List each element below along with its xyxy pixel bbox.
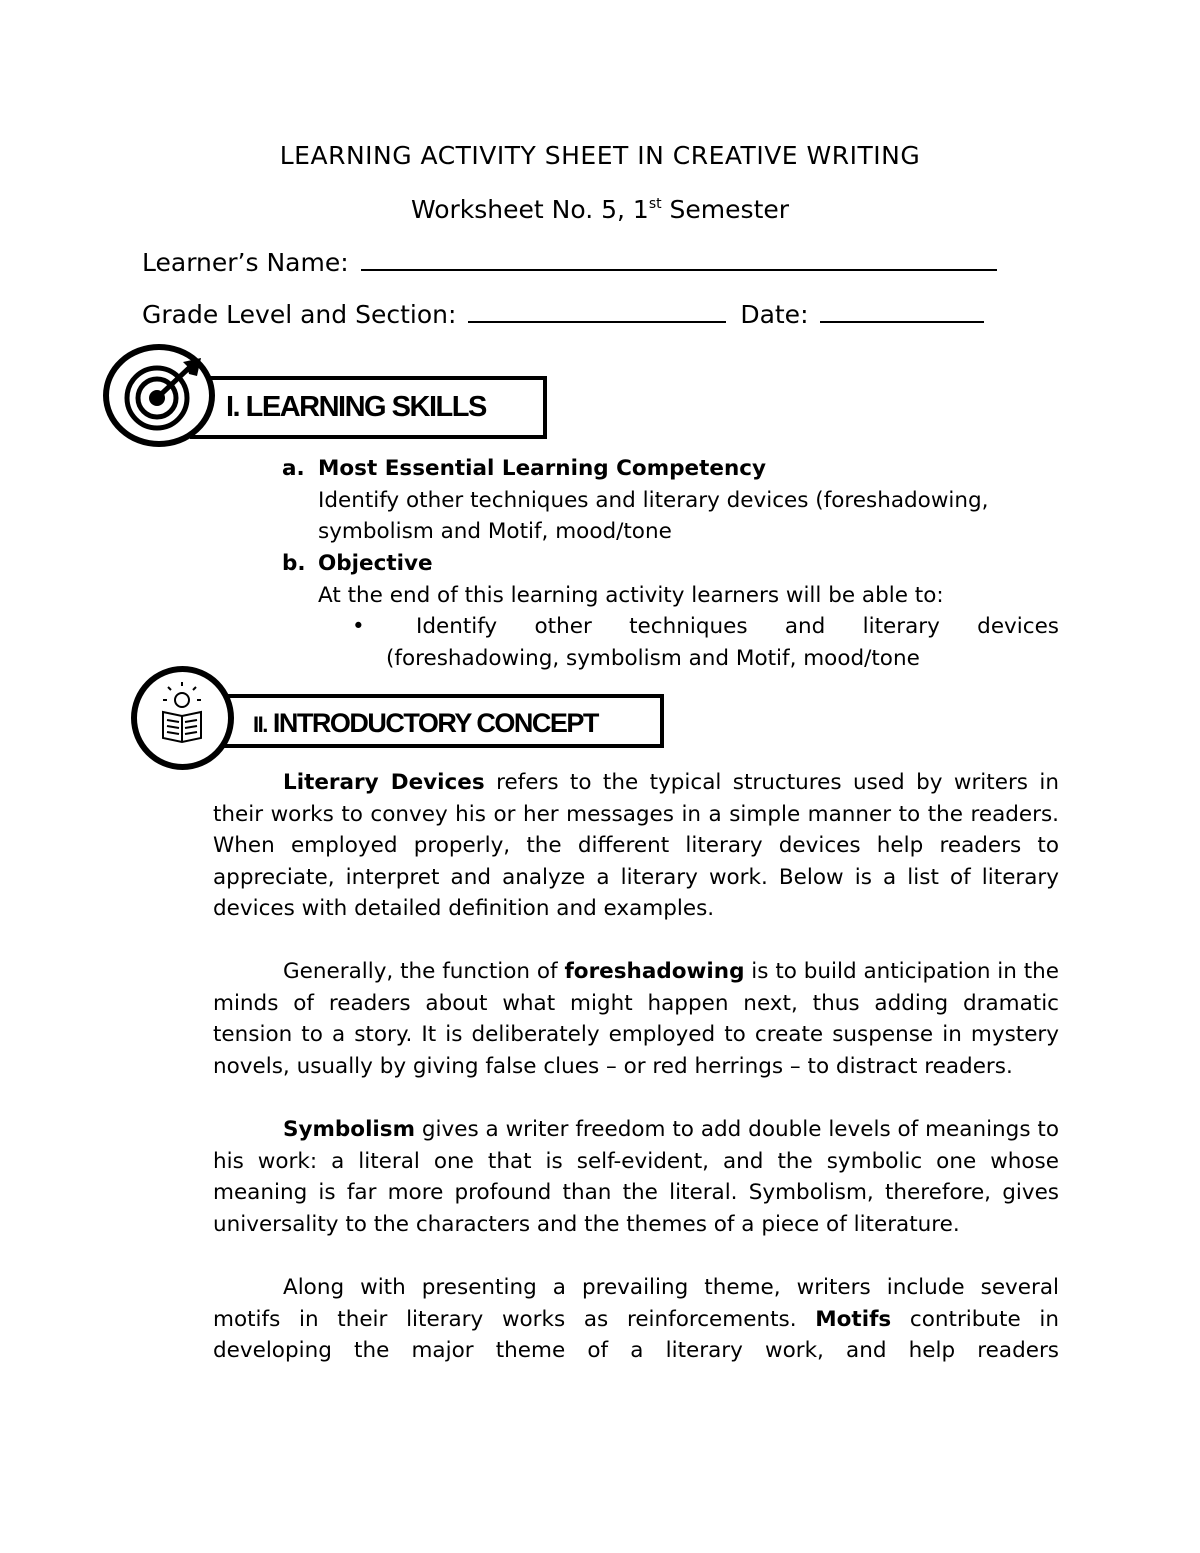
page-title: LEARNING ACTIVITY SHEET IN CREATIVE WRITING xyxy=(279,141,921,170)
learner-name-label: Learner’s Name: xyxy=(142,248,349,277)
bullet-line-1: Identify other techniques and literary devices xyxy=(416,614,1059,639)
paragraph-symbolism xyxy=(213,1114,1059,1240)
target-icon xyxy=(109,350,209,441)
subtitle-superscript: st xyxy=(648,196,662,212)
item-a-heading: Most Essential Learning Competency xyxy=(318,456,767,481)
subtitle-semester: Semester xyxy=(661,195,790,224)
item-a-marker: a. xyxy=(282,456,305,481)
paragraph-foreshadowing-intro: Generally, the function of xyxy=(283,959,565,984)
term-symbolism: Symbolism xyxy=(283,1117,416,1142)
book-lightbulb-icon xyxy=(137,672,228,764)
introductory-concept-icon-circle xyxy=(131,666,234,770)
item-b-marker: b. xyxy=(282,551,306,576)
term-foreshadowing: foreshadowing xyxy=(564,959,745,984)
subtitle-text: Worksheet No. 5, 1 xyxy=(410,195,649,224)
learner-name-row xyxy=(142,247,997,277)
bullet-marker: • xyxy=(352,614,365,639)
item-b-heading: Objective xyxy=(318,551,433,576)
item-b-line-1: At the end of this learning activity learners will be able to: xyxy=(318,583,944,608)
item-a-line-1: Identify other techniques and literary devices (foreshadowing, xyxy=(318,488,989,513)
paragraph-motifs-text: contribute in developing the major theme of a literary work, and help readers xyxy=(213,1306,1059,1363)
grade-section-label: Grade Level and Section: xyxy=(142,300,457,329)
date-label: Date: xyxy=(740,300,809,329)
paragraph-literary-devices-text: refers to the typical structures used by writers in their works to convey his or her messages in a simple manner to the readers. When employed properly, the different literary devices help readers to appreciate, interpret and analyze a literary work. Below is a list of literary devices with detailed definition and examples. xyxy=(213,770,1059,921)
learner-name-blank[interactable] xyxy=(361,247,997,271)
learning-skills-icon-circle xyxy=(103,344,215,447)
term-motifs: Motifs xyxy=(815,1306,892,1332)
paragraph-literary-devices xyxy=(213,767,1059,925)
introductory-concept-title xyxy=(253,708,598,739)
introductory-concept-number: II. xyxy=(253,712,267,737)
paragraph-symbolism-text: gives a writer freedom to add double levels of meanings to his work: a literal one that is self-evident, and the symbolic one whose meaning is far more profound than the literal. Symbolism, therefore, gives universality to the characters and the themes of a piece of literature. xyxy=(213,1117,1059,1237)
grade-section-row xyxy=(142,299,984,329)
term-literary-devices: Literary Devices xyxy=(283,770,485,795)
grade-section-blank[interactable] xyxy=(468,299,726,323)
paragraph-foreshadowing-text: is to build anticipation in the minds of readers about what might happen next, thus adding dramatic tension to a story. It is deliberately employed to create suspense in mystery novels, usually by giving false clues – or red herrings – to distract readers. xyxy=(213,959,1059,1079)
paragraph-motifs-intro: Along with presenting a prevailing theme, writers include several motifs in their literary works as reinforcements. xyxy=(213,1275,1059,1332)
date-blank[interactable] xyxy=(820,299,984,323)
item-a-line-2: symbolism and Motif, mood/tone xyxy=(318,519,672,544)
worksheet-subtitle xyxy=(0,195,1200,224)
paragraph-motifs xyxy=(213,1272,1059,1367)
paragraph-foreshadowing xyxy=(213,956,1059,1082)
bullet-line-2: (foreshadowing, symbolism and Motif, mood/tone xyxy=(386,646,920,671)
introductory-concept-heading: INTRODUCTORY CONCEPT xyxy=(272,708,598,738)
learning-skills-title: I. LEARNING SKILLS xyxy=(226,391,486,423)
